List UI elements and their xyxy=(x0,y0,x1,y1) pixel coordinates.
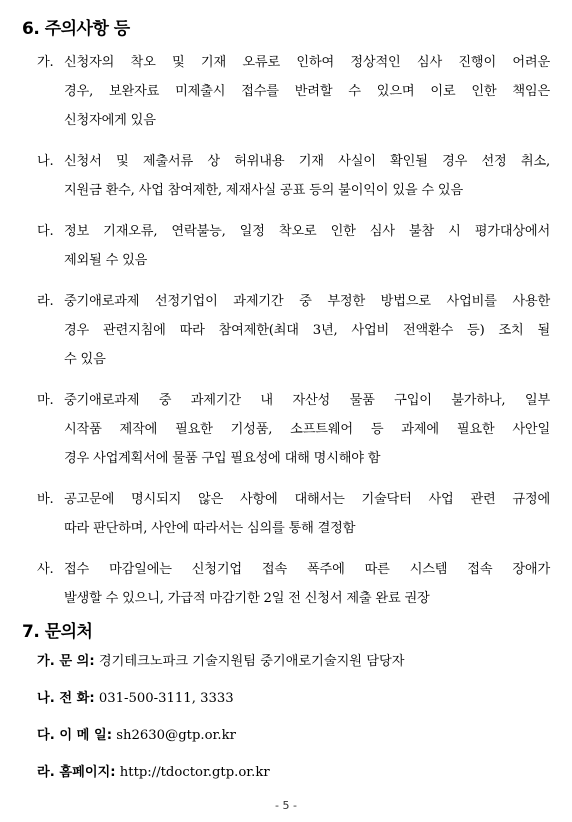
item-marker: 바. xyxy=(37,492,54,507)
item-text-line: 따라 판단하며, 사안에 따라서는 심의를 통해 결정함 xyxy=(64,521,356,536)
contact-row-inquiry xyxy=(37,652,547,689)
item-text-line: 중기애로과제 선정기업이 과제기간 중 부정한 방법으로 사업비를 사용한 xyxy=(64,294,550,309)
item-marker: 사. xyxy=(37,562,54,577)
contact-value: 031-500-3111, 3333 xyxy=(94,691,234,706)
homepage-link[interactable]: http://tdoctor.gtp.or.kr xyxy=(115,765,270,780)
notice-item xyxy=(0,287,572,374)
notice-list xyxy=(0,48,572,625)
page-number: - 5 - xyxy=(275,799,297,812)
contact-list xyxy=(37,652,547,800)
contact-label: 나. 전 화: xyxy=(37,691,95,706)
notice-item xyxy=(0,386,572,473)
contact-label: 가. 문 의: xyxy=(37,654,95,669)
section-7-heading: 7. 문의처 xyxy=(22,622,93,642)
notice-item xyxy=(0,485,572,543)
item-text-line: 시작품 제작에 필요한 기성품, 소프트웨어 등 과제에 필요한 사안일 xyxy=(64,422,550,437)
item-text-line: 경우 관련지침에 따라 참여제한(최대 3년, 사업비 전액환수 등) 조치 될 xyxy=(64,323,550,338)
notice-item xyxy=(0,48,572,135)
item-marker: 가. xyxy=(37,55,54,70)
notice-item xyxy=(0,147,572,205)
item-text-line: 수 있음 xyxy=(64,352,106,367)
contact-value: 경기테크노파크 기술지원팀 중기애로기술지원 담당자 xyxy=(94,654,405,669)
item-text-line: 경우, 보완자료 미제출시 접수를 반려할 수 있으며 이로 인한 책임은 xyxy=(64,84,550,99)
item-text-line: 중기애로과제 중 과제기간 내 자산성 물품 구입이 불가하나, 일부 xyxy=(64,393,550,408)
item-text-line: 공고문에 명시되지 않은 사항에 대해서는 기술닥터 사업 관련 규정에 xyxy=(64,492,550,507)
contact-row-homepage xyxy=(37,763,547,800)
contact-row-email xyxy=(37,726,547,763)
item-text-line: 신청자의 착오 및 기재 오류로 인하여 정상적인 심사 진행이 어려운 xyxy=(64,55,550,70)
section-6-heading: 6. 주의사항 등 xyxy=(22,19,130,39)
notice-item xyxy=(0,217,572,275)
contact-row-phone xyxy=(37,689,547,726)
contact-label: 라. 홈페이지: xyxy=(37,765,116,780)
email-link[interactable]: sh2630@gtp.or.kr xyxy=(112,728,236,743)
item-text-line: 정보 기재오류, 연락불능, 일정 착오로 인한 심사 불참 시 평가대상에서 xyxy=(64,224,550,239)
item-text-line: 경우 사업계획서에 물품 구입 필요성에 대해 명시해야 함 xyxy=(64,451,381,466)
item-marker: 다. xyxy=(37,224,54,239)
item-marker: 나. xyxy=(37,154,54,169)
item-text-line: 제외될 수 있음 xyxy=(64,253,148,268)
item-text-line: 신청자에게 있음 xyxy=(64,113,156,128)
item-text-line: 신청서 및 제출서류 상 허위내용 기재 사실이 확인될 경우 선정 취소, xyxy=(64,154,550,169)
item-marker: 마. xyxy=(37,393,54,408)
item-text-line: 지원금 환수, 사업 참여제한, 제재사실 공표 등의 불이익이 있을 수 있음 xyxy=(64,183,463,198)
item-marker: 라. xyxy=(37,294,54,309)
item-text-line: 접수 마감일에는 신청기업 접속 폭주에 따른 시스템 접속 장애가 xyxy=(64,562,550,577)
notice-item xyxy=(0,555,572,613)
item-text-line: 발생할 수 있으니, 가급적 마감기한 2일 전 신청서 제출 완료 권장 xyxy=(64,591,430,606)
contact-label: 다. 이 메 일: xyxy=(37,728,113,743)
